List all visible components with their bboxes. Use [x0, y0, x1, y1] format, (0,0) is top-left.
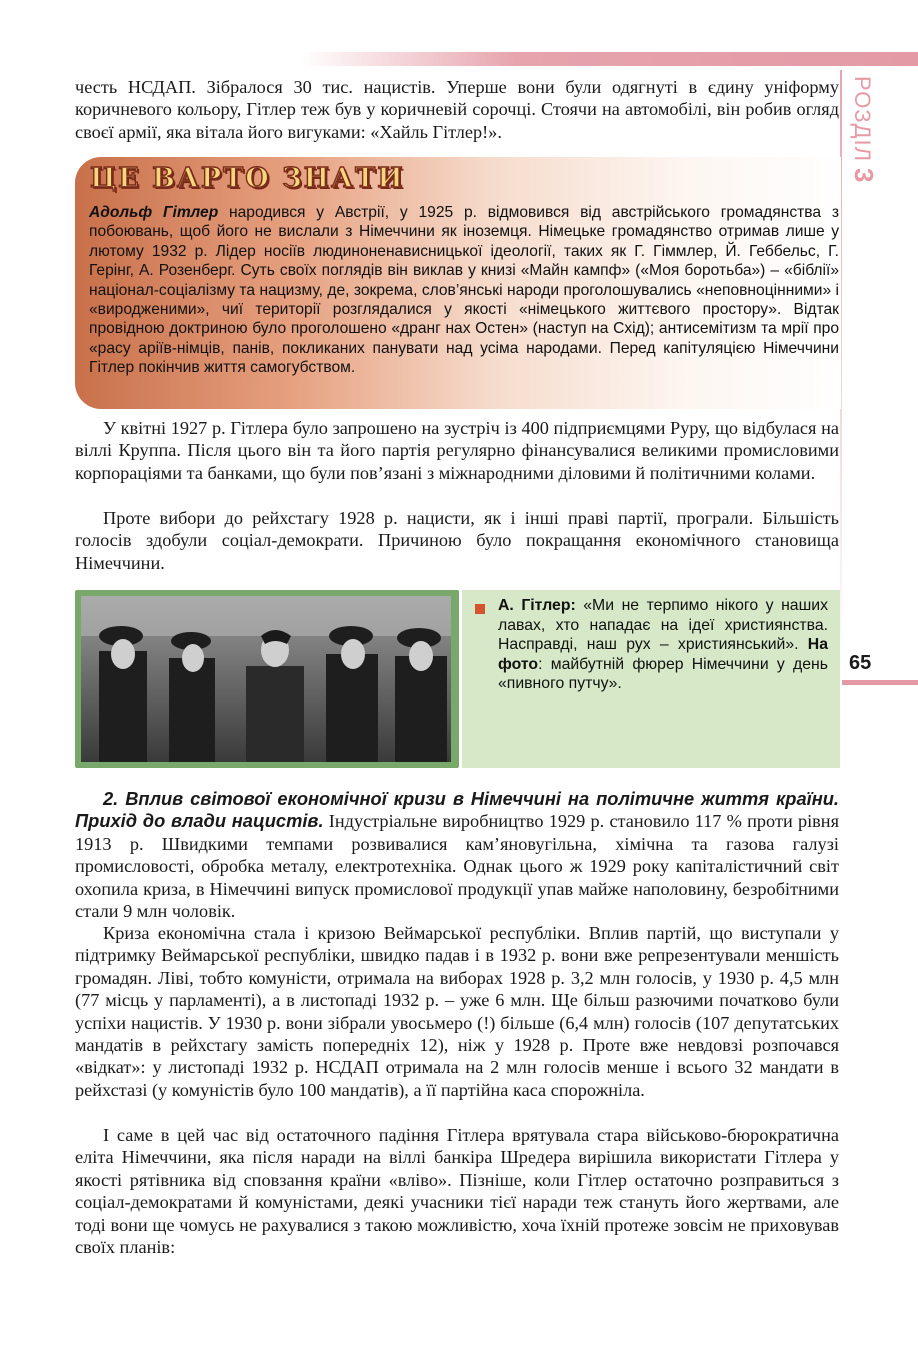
section-label: РОЗДІЛ3 — [849, 76, 879, 184]
historical-photo — [81, 596, 451, 762]
caption-photo-label: На фото — [498, 636, 828, 673]
page-number-bar — [842, 680, 918, 685]
photo-caption-box — [462, 590, 840, 768]
photo-frame — [75, 590, 459, 768]
info-box-text — [89, 203, 839, 378]
bullet-square-icon — [475, 604, 485, 614]
subsection-paragraph — [75, 788, 839, 922]
header-decor-band — [300, 52, 918, 66]
info-box-lead: Адольф Гітлер — [89, 204, 219, 221]
section-marker — [845, 76, 881, 196]
info-box — [75, 157, 841, 409]
photo-caption — [498, 596, 828, 694]
caption-photo-text: : майбутній фюрер Німеччини у день «пивного путчу». — [498, 655, 828, 693]
caption-speaker: А. Гітлер: — [498, 597, 576, 614]
info-box-body: народився у Австрії, у 1925 р. відмовився від австрійського громадянства з побоювань, щоб його не вислали з Німеччини як іноземця. Німецьке громадянство отримав лише у лютому 1932 р. Лідер носіїв людиноненависницької ідеології, таких як Г. Гіммлер, Й. Геббельс, Г. Герінг, А. Розенберг. Суть своїх поглядів він виклав у книзі «Майн кампф» («Моя боротьба») – «біблії» націонал-соціалізму та нацизму, де, зокрема, слов’янські народи проголошувались «неповноцінними» і «виродженими», чиї території розглядалися у якості «німецького життєвого простору». Відтак провідною доктриною було проголошено «дранг нах Остен» (наступ на Схід); антисемітизм та мрії про «расу аріїв-німців, панів, покликаних панувати над усіма народами. Перед капітуляцією Німеччини Гітлер покінчив життя самогубством. — [89, 204, 839, 377]
intro-paragraph: честь НСДАП. Зібралося 30 тис. нацистів. Уперше вони були одягнуті в єдину уніформу коричневого кольору, Гітлер теж був у коричневій сорочці. Стоячи на автомобілі, він робив огляд своєї армії, яка вітала його вигуками: «Хайль Гітлер!». — [75, 77, 839, 142]
caption-quote: «Ми не терпимо нікого у наших лавах, хто нападає на ідеї християнства. Насправді, наш рух – християнський». — [498, 597, 828, 654]
info-box-title: ЦЕ ВАРТО ЗНАТИ — [90, 163, 405, 194]
paragraph-krupp: У квітні 1927 р. Гітлера було запрошено на зустріч із 400 підприємцями Руру, що відбулася на віллі Круппа. Після цього він та його партія регулярно фінансувалися великими промисловими корпораціями та банками, що були пов’язані з міжнародними діловими й політичними колами. — [75, 418, 839, 483]
paragraph-weimar-crisis: Криза економічна стала і кризою Веймарської республіки. Вплив партій, що виступали у підтримку Веймарської республіки, швидко падав і в 1932 р. вони вже репрезентували меншість громадян. Ліві, тобто комуністи, отримала на виборах 1928 р. 3,2 млн голосів, у 1930 р. 4,5 млн (77 місць у парламенті), а в листопаді 1932 р. – уже 6 млн. Ще більш разючими початково були успіхи нацистів. У 1930 р. вони зібрали увосьмеро (!) більше (6,4 млн) голосів (107 депутатських мандатів в рейхстагу замість попередніх 12), ніж у 1928 р. Проте вже невдовзі розпочався «відкат»: у листопаді 1932 р. НСДАП отримала на 2 млн голосів менше і всього 32 мандати в рейхстазі (у комуністів було 100 мандатів), а її партійна каса спорожніла. — [75, 923, 839, 1100]
paragraph-military-elite: І саме в цей час від остаточного падіння Гітлера врятувала стара військово-бюрократична еліта Німеччини, яка після наради на віллі банкіра Шредера вирішила використати Гітлера у якості рятівника від сповзання країни «вліво». Пізніше, коли Гітлер остаточно розправиться з соціал-демократами й комуністами, деякі учасники тієї наради теж стануть його жертвами, але тоді вони ще чомусь не рахувалися з такою можливістю, хоча їхній протеже зовсім не приховував своїх планів: — [75, 1125, 839, 1258]
paragraph-elections-1928: Проте вибори до рейхстагу 1928 р. нацисти, як і інші праві партії, програли. Більшість голосів здобули соціал-демократи. Причиною було покращання економічного становища Німеччини. — [75, 508, 839, 573]
page-number: 65 — [849, 652, 872, 674]
subsection-heading: 2. Вплив світової економічної кризи в Німеччині на політичне життя країни. Прихід до влади нацистів. — [75, 788, 839, 832]
subsection-first-text: Індустріальне виробництво 1929 р. становило 117 % проти рівня 1913 р. Швидкими темпами розвивалися кам’яновугільна, хімічна та газова галузі промисловості, обробка металу, електротехніка. Однак цього ж 1929 року капіталістичний світ охопила криза, в Німеччині випуск промислової продукції упав майже наполовину, безробітними стали 9 млн чоловік. — [75, 811, 839, 922]
section-number: 3 — [849, 168, 879, 184]
